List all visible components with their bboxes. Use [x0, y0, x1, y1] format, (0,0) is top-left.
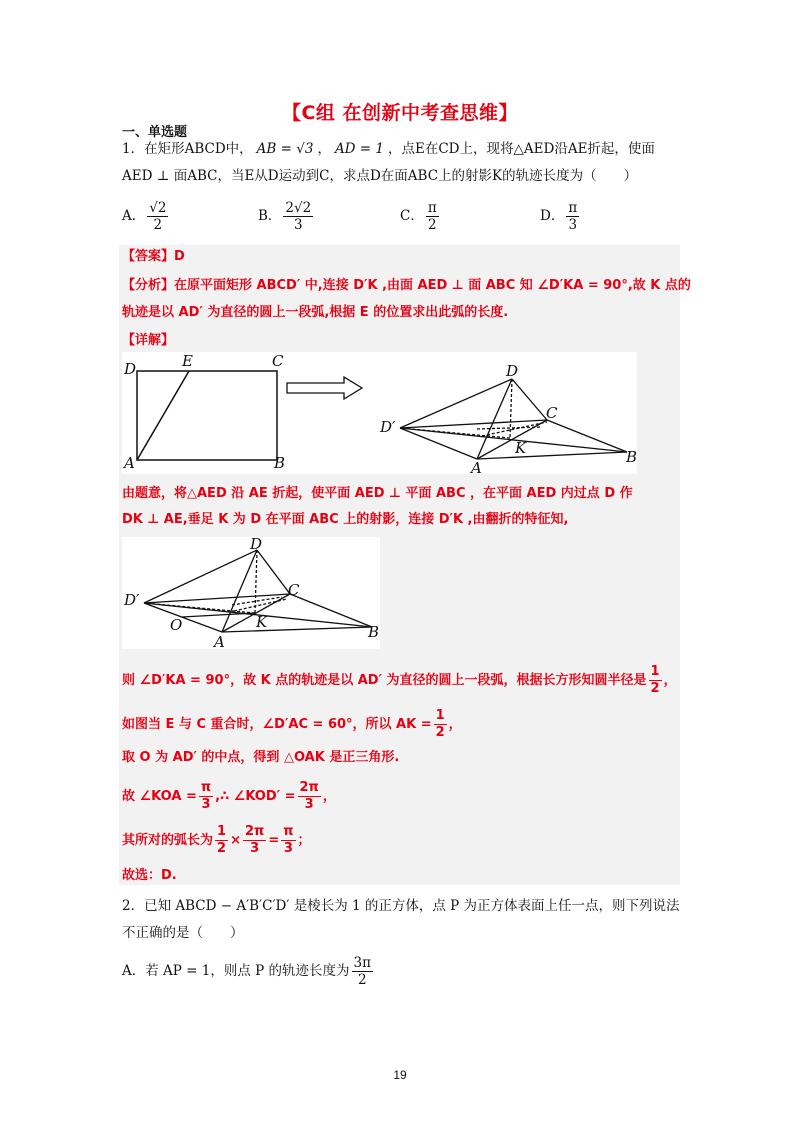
label-a: A [124, 454, 135, 472]
label-a-3d: A [471, 459, 482, 474]
detail-line1: 由题意，将△AED 沿 AE 折起，使平面 AED ⊥ 平面 ABC ，在平面 AED 内过点 D 作 [122, 486, 633, 501]
pyramid-diagram [400, 379, 627, 459]
q1-option-b: B． $\frac{2√2}{3}$ [258, 200, 312, 233]
label-dprime-fig3: D′ [124, 591, 140, 609]
answer-line: 【答案】D [122, 249, 185, 264]
figure-fold-diagram [122, 352, 637, 474]
analysis-line2: 轨迹是以 AD′ 为直径的圆上一段弧,根据 E 的位置求出此弧的长度. [122, 305, 509, 320]
choose-line: 故选：D. [122, 868, 177, 883]
label-c-3d: C [546, 404, 558, 422]
q1-line2: AED ⊥ 面ABC，当E从D运动到C，求点D在面ABC上的射影K的轨迹长度为（ ） [122, 168, 638, 184]
detail-line6: 故 ∠KOA = $\frac{\pi}{3}$ ,∴ ∠KOD′ = $\frac{2\pi}{3}$ ， [122, 780, 336, 812]
rectangle-abcd [137, 371, 277, 460]
q1-option-c: C． $\frac{\pi}{2}$ [400, 200, 437, 233]
figure-pyramid-o [122, 537, 380, 649]
label-k-fig3: K [256, 613, 268, 631]
q1-line1: 1．在矩形ABCD中， AB = √3 ， AD = 1 ，点E在CD上，现将△AED沿AE折起，使面 [122, 141, 655, 157]
label-b-3d: B [626, 448, 637, 466]
section-heading: 一、单选题 [122, 125, 188, 140]
label-b: B [274, 454, 286, 472]
label-d: D [124, 360, 137, 378]
label-d-fig3: D [250, 537, 263, 553]
analysis-line1: 【分析】在原平面矩形 ABCD′ 中,连接 D′K ,由面 AED ⊥ 面 ABC 知 ∠D′KA = 90°,故 K 点的 [122, 278, 691, 293]
detail-label: 【详解】 [122, 333, 175, 348]
q2-line1: 2．已知 ABCD − A′B′C′D′ 是棱长为 1 的正方体，点 P 为正方体表面上任一点，则下列说法 [122, 898, 680, 914]
arrow-icon [287, 377, 362, 399]
detail-line4: 如图当 E 与 C 重合时，∠D′AC = 60°，所以 AK = $\frac{1}{2}$ ， [122, 708, 462, 740]
label-dprime-3d: D′ [380, 418, 396, 436]
detail-line5: 取 O 为 AD′ 的中点，得到 △OAK 是正三角形. [122, 750, 400, 765]
q1-option-d: D． $\frac{\pi}{3}$ [540, 200, 578, 233]
label-c-fig3: C [288, 581, 300, 599]
label-b-fig3: B [368, 623, 380, 641]
label-d-3d: D [506, 362, 519, 380]
page-number: 19 [393, 1068, 407, 1082]
detail-line2: DK ⊥ AE,垂足 K 为 D 在平面 ABC 上的射影，连接 D′K ,由翻折的特征知, [122, 512, 569, 527]
q2-option-a: A．若 AP = 1，则点 P 的轨迹长度为 $\frac{3\pi}{2}$ [122, 955, 371, 988]
label-k-3d: K [515, 439, 527, 457]
label-e: E [182, 352, 193, 370]
label-a-fig3: A [214, 633, 225, 649]
detail-line3: 则 ∠D′KA = 90°，故 K 点的轨迹是以 AD′ 为直径的圆上一段弧，根据长方形知圆半径是 $\frac{1}{2}$ ， [122, 664, 677, 696]
q2-line2: 不正确的是（ ） [122, 925, 244, 941]
label-c: C [272, 352, 284, 370]
detail-line7: 其所对的弧长为 $\frac{1}{2}$ × $\frac{2\pi}{3}$ = $\frac{\pi}{3}$ ； [122, 824, 311, 856]
label-o-fig3: O [170, 616, 183, 634]
q1-option-a: A． $\frac{√2}{2}$ [122, 200, 167, 233]
segment-ae [137, 371, 189, 460]
section-title: 【C组 在创新中考查思维】 [281, 102, 519, 124]
